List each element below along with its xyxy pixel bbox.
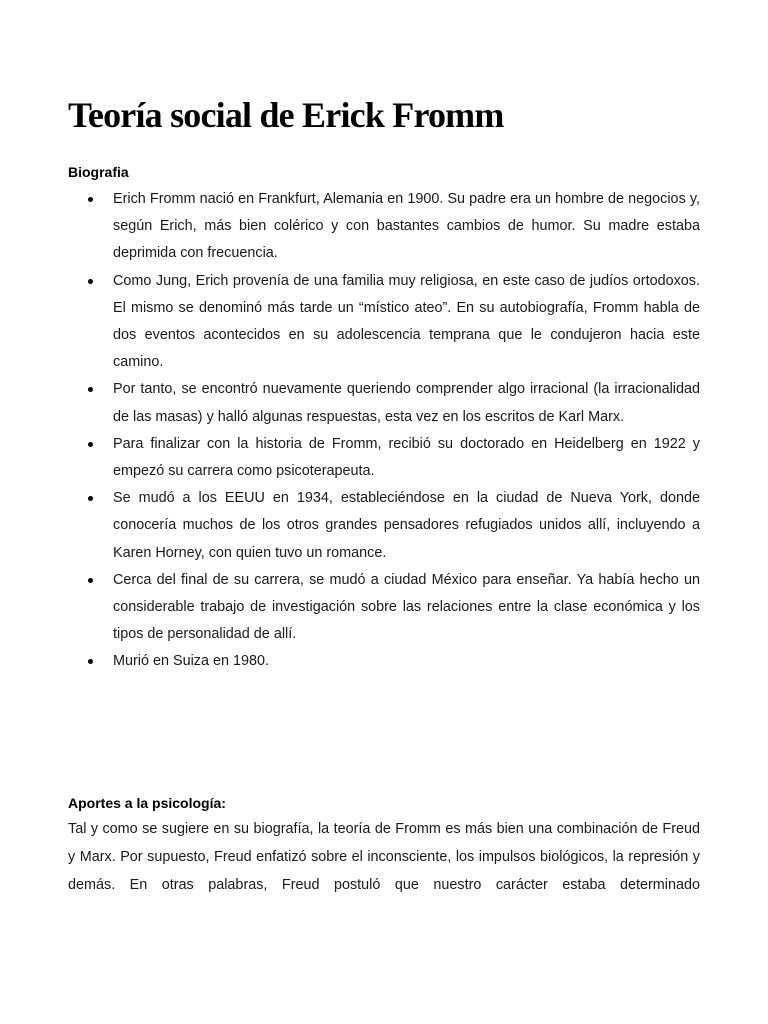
- bullet-icon: [88, 442, 93, 447]
- bullet-icon: [88, 659, 93, 664]
- list-item: [86, 268, 700, 377]
- list-item-text: Por tanto, se encontró nuevamente queriendo comprender algo irracional (la irracionalidad de las masas) y halló algunas respuestas, esta vez en los escritos de Karl Marx.: [113, 381, 700, 425]
- list-item: [86, 485, 700, 567]
- list-item: [86, 567, 700, 649]
- bullet-icon: [88, 496, 93, 501]
- list-item-text: Murió en Suiza en 1980.: [113, 653, 269, 670]
- biografia-list: [86, 186, 700, 676]
- list-item: [86, 431, 700, 485]
- bullet-icon: [88, 197, 93, 202]
- list-item-text: Se mudó a los EEUU en 1934, estableciéndose en la ciudad de Nueva York, donde conocería muchos de los otros grandes pensadores refugiados unidos allí, incluyendo a Karen Horney, con quien tuvo un romance.: [113, 490, 700, 561]
- list-item-text: Como Jung, Erich provenía de una familia muy religiosa, en este caso de judíos ortodoxos. El mismo se denominó más tarde un “místico ateo”. En su autobiografía, Fromm habla de dos eventos acontecidos en su adolescencia temprana que le condujeron hacia este camino.: [113, 272, 700, 371]
- bullet-icon: [88, 578, 93, 583]
- aportes-paragraph: Tal y como se sugiere en su biografía, la teoría de Fromm es más bien una combinación de Freud y Marx. Por supuesto, Freud enfatizó sobre el inconsciente, los impulsos biológicos, la represión y demás. En otras palabras, Freud postuló que nuestro carácter estaba determinado: [68, 821, 700, 893]
- list-item: [86, 376, 700, 430]
- bullet-icon: [88, 279, 93, 284]
- biografia-heading: Biografia: [68, 164, 129, 180]
- document-title: Teoría social de Erick Fromm: [68, 95, 504, 135]
- list-item-text: Erich Fromm nació en Frankfurt, Alemania en 1900. Su padre era un hombre de negocios y, según Erich, más bien colérico y con bastantes cambios de humor. Su madre estaba deprimida con frecuencia.: [113, 191, 700, 262]
- list-item: [86, 648, 700, 675]
- bullet-icon: [88, 387, 93, 392]
- list-item-text: Cerca del final de su carrera, se mudó a ciudad México para enseñar. Ya había hecho un considerable trabajo de investigación sobre las relaciones entre la clase económica y los tipos de personalidad de allí.: [113, 571, 700, 643]
- list-item: [86, 186, 700, 268]
- aportes-heading: Aportes a la psicología:: [68, 795, 226, 811]
- list-item-text: Para finalizar con la historia de Fromm, recibió su doctorado en Heidelberg en 1922 y empezó su carrera como psicoterapeuta.: [113, 435, 700, 480]
